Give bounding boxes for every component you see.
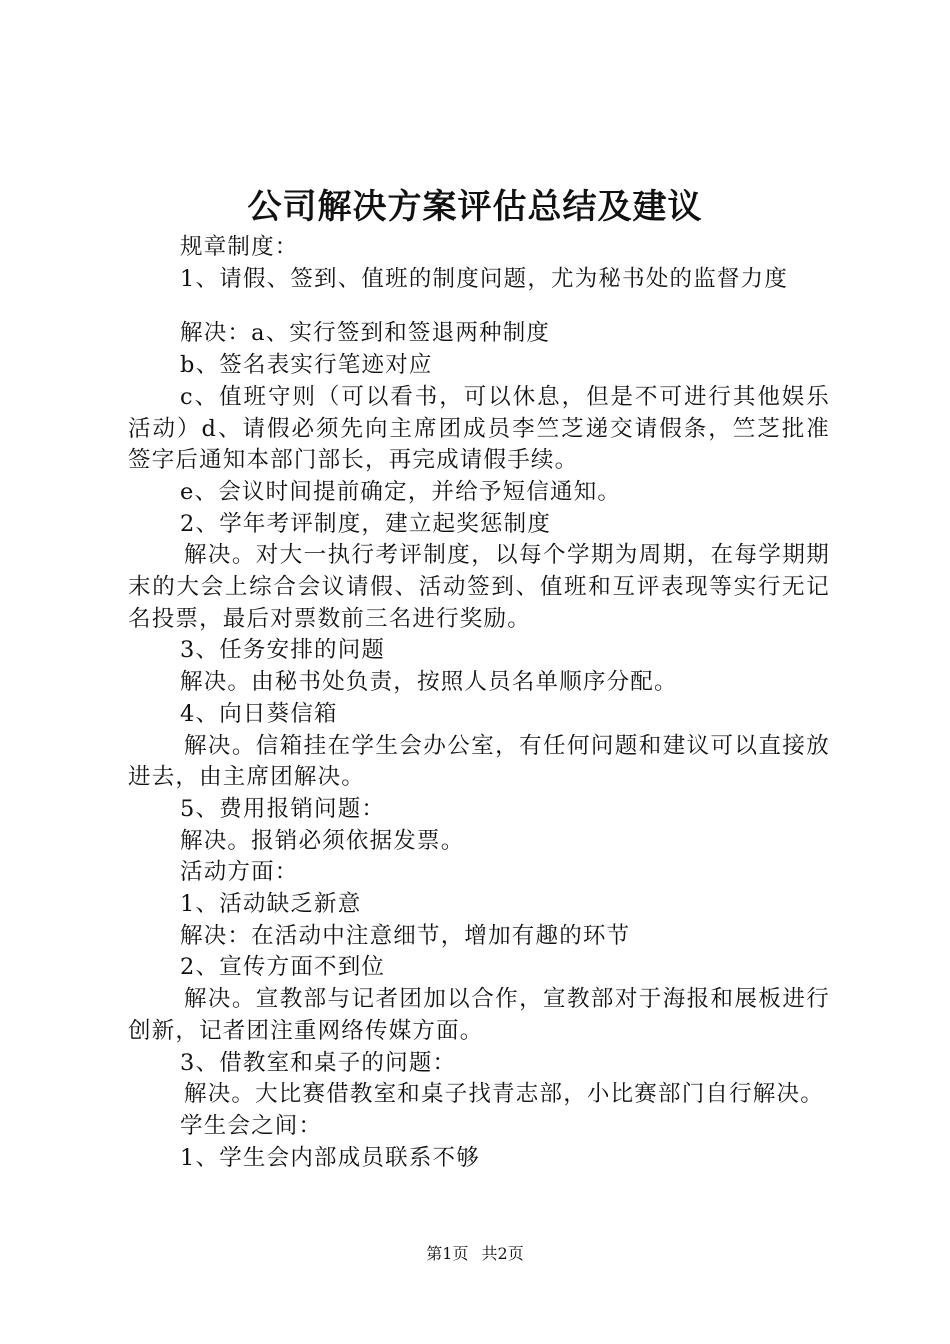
page-number: 第1页 — [426, 1244, 469, 1263]
paragraph: 1、活动缺乏新意 — [180, 891, 362, 918]
paragraph: 4、向日葵信箱 — [180, 700, 338, 727]
paragraph: 5、费用报销问题： — [180, 795, 386, 822]
document-title: 公司解决方案评估总结及建议 — [247, 187, 703, 227]
paragraph: 解决。大比赛借教室和桌子找青志部，小比赛部门自行解决。 — [184, 1081, 824, 1108]
page-total: 共2页 — [481, 1244, 524, 1263]
paragraph: 活动方面： — [180, 859, 299, 886]
paragraph: b、签名表实行笔迹对应 — [180, 352, 433, 379]
paragraph: e、会议时间提前确定，并给予短信通知。 — [180, 478, 622, 505]
document-body — [128, 232, 830, 1174]
paragraph: 3、任务安排的问题 — [180, 637, 386, 664]
paragraph: 解决。报销必须依据发票。 — [180, 827, 465, 854]
page-footer — [0, 1244, 950, 1264]
paragraph: 2、学年考评制度，建立起奖惩制度 — [180, 510, 552, 537]
paragraph: 1、学生会内部成员联系不够 — [180, 1144, 480, 1171]
paragraph: 解决。宣教部与记者团加以合作，宣教部对于海报和展板进行创新，记者团注重网络传媒方面。 — [128, 986, 830, 1044]
paragraph: 解决：a、实行签到和签退两种制度 — [180, 320, 551, 347]
paragraph: 解决。信箱挂在学生会办公室，有任何问题和建议可以直接放进去，由主席团解决。 — [128, 732, 830, 791]
paragraph: 解决。对大一执行考评制度，以每个学期为周期，在每学期期末的大会上综合会议请假、活动签到、值班和互评表现等实行无记名投票，最后对票数前三名进行奖励。 — [128, 542, 830, 632]
paragraph: c、值班守则（可以看书，可以休息，但是不可进行其他娱乐活动）d、请假必须先向主席团成员李竺芝递交请假条，竺芝批准签字后通知本部门部长，再完成请假手续。 — [128, 383, 830, 474]
paragraph: 1、请假、签到、值班的制度问题，尤为秘书处的监督力度 — [180, 265, 789, 292]
paragraph: 解决：在活动中注意细节，增加有趣的环节 — [180, 922, 631, 949]
paragraph: 解决。由秘书处负责，按照人员名单顺序分配。 — [180, 669, 678, 696]
paragraph: 2、宣传方面不到位 — [180, 954, 386, 981]
paragraph: 规章制度： — [180, 234, 299, 260]
paragraph: 学生会之间： — [180, 1112, 323, 1139]
paragraph: 3、借教室和桌子的问题： — [180, 1049, 457, 1076]
